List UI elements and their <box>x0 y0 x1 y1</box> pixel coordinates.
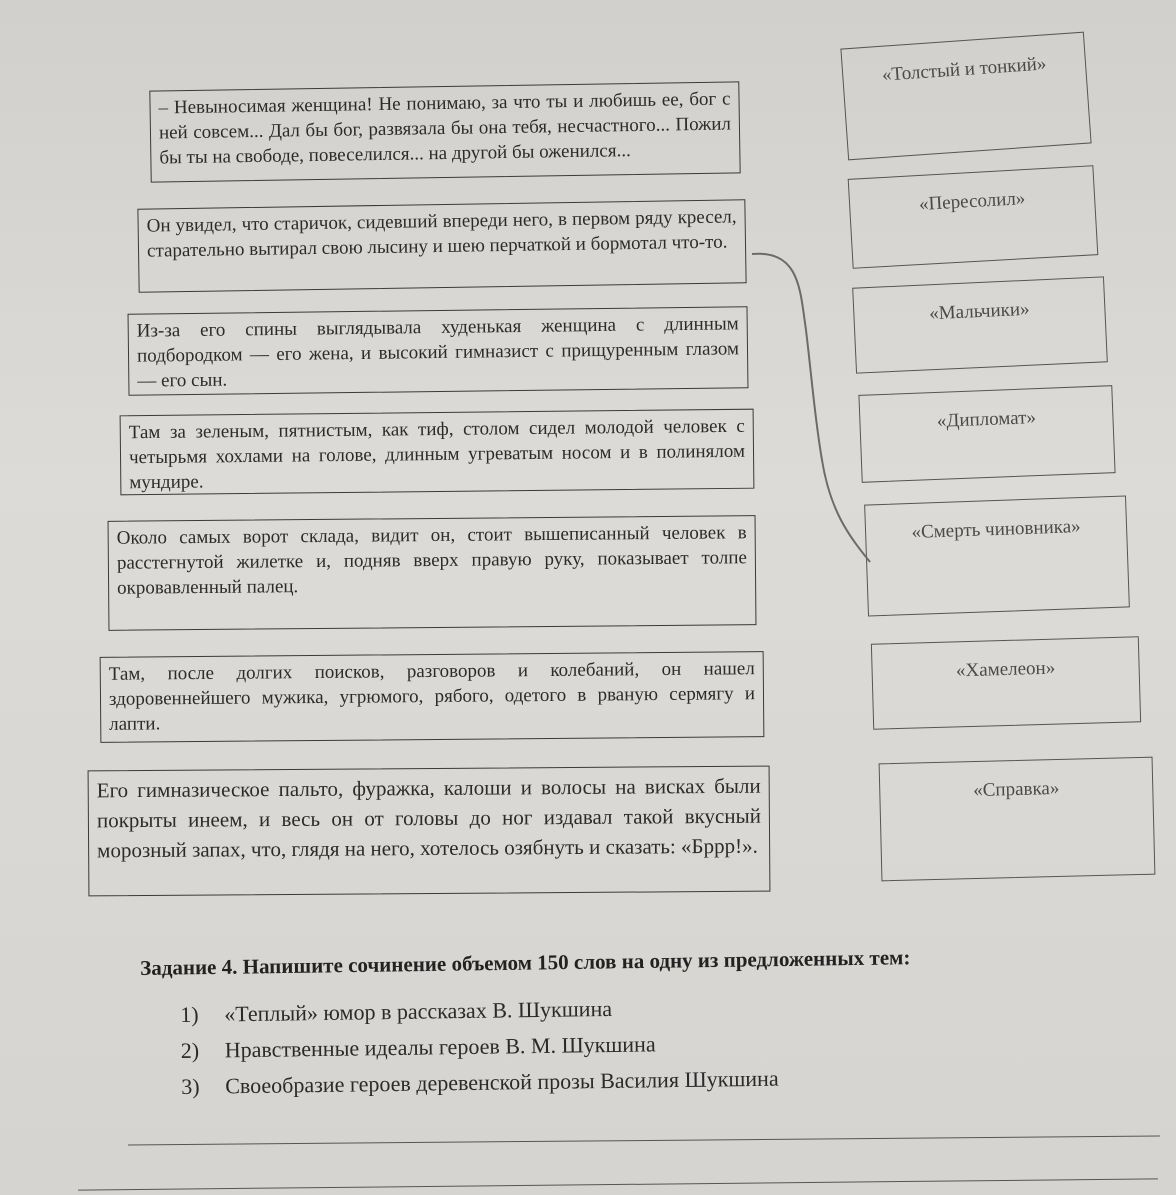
topic-number: 3) <box>181 1073 200 1099</box>
title-hameleon: «Хамелеон» <box>871 636 1141 729</box>
task-heading: Задание 4. Напишите сочинение объемом 150 слов на одну из предложенных тем: <box>140 945 911 980</box>
quote-5: Около самых ворот склада, видит он, стоит вышеписанный человек в расстегнутой жилетке и, подняв вверх правую руку, показывает толпе окровавленный палец. <box>108 515 757 631</box>
topic-number: 2) <box>180 1037 200 1063</box>
quote-1: – Невыносимая женщина! Не понимаю, за что ты и любишь ее, бог с ней совсем... Дал бы бог, развязала бы она тебя, несчастного... Пожил бы ты на свободе, повеселился... на другой бы оженился... <box>149 81 740 182</box>
title-smert-chinovnika: «Смерть чиновника» <box>864 495 1130 616</box>
topic-list <box>180 989 779 1105</box>
topic-number: 1) <box>180 1001 199 1027</box>
pencil-stroke <box>752 254 870 562</box>
quote-2: Он увидел, что старичок, сидевший впереди него, в первом ряду кресел, старательно вытирал свою лысину и шею перчаткой и бормотал что-то. <box>137 199 746 293</box>
topic-text: Своеобразие героев деревенской прозы Василия Шукшина <box>225 1065 779 1099</box>
title-diplomat: «Дипломат» <box>858 385 1115 483</box>
title-peresolil: «Пересолил» <box>848 165 1099 269</box>
quote-7: Его гимназическое пальто, фуражка, калоши и волосы на висках были покрыты инеем, и весь он от головы до ног издавал такой вкусный морозный запах, что, глядя на него, хотелось озябнуть и сказать: «Бррр!». <box>88 766 771 897</box>
quote-4: Там за зеленым, пятнистым, как тиф, столом сидел молодой человек с четырьмя хохлами на голове, длинным угреватым носом и в полинялом мундире. <box>120 409 755 496</box>
title-spravka: «Справка» <box>879 757 1156 882</box>
topic-text: «Теплый» юмор в рассказах В. Шукшина <box>224 995 613 1027</box>
title-malchiki: «Мальчики» <box>852 276 1108 373</box>
quote-3: Из-за его спины выглядывала худенькая женщина с длинным подбородком — его жена, и высокий гимназист с прищуренным глазом — его сын. <box>128 306 749 396</box>
title-tolstyi-i-tonkii: «Толстый и тонкий» <box>840 32 1091 161</box>
quote-6: Там, после долгих поисков, разговоров и колебаний, он нашел здоровеннейшего мужика, угрюмого, рябого, одетого в рваную сермягу и лапти. <box>100 651 765 743</box>
topic-text: Нравственные идеалы героев В. М. Шукшина <box>224 1031 656 1063</box>
